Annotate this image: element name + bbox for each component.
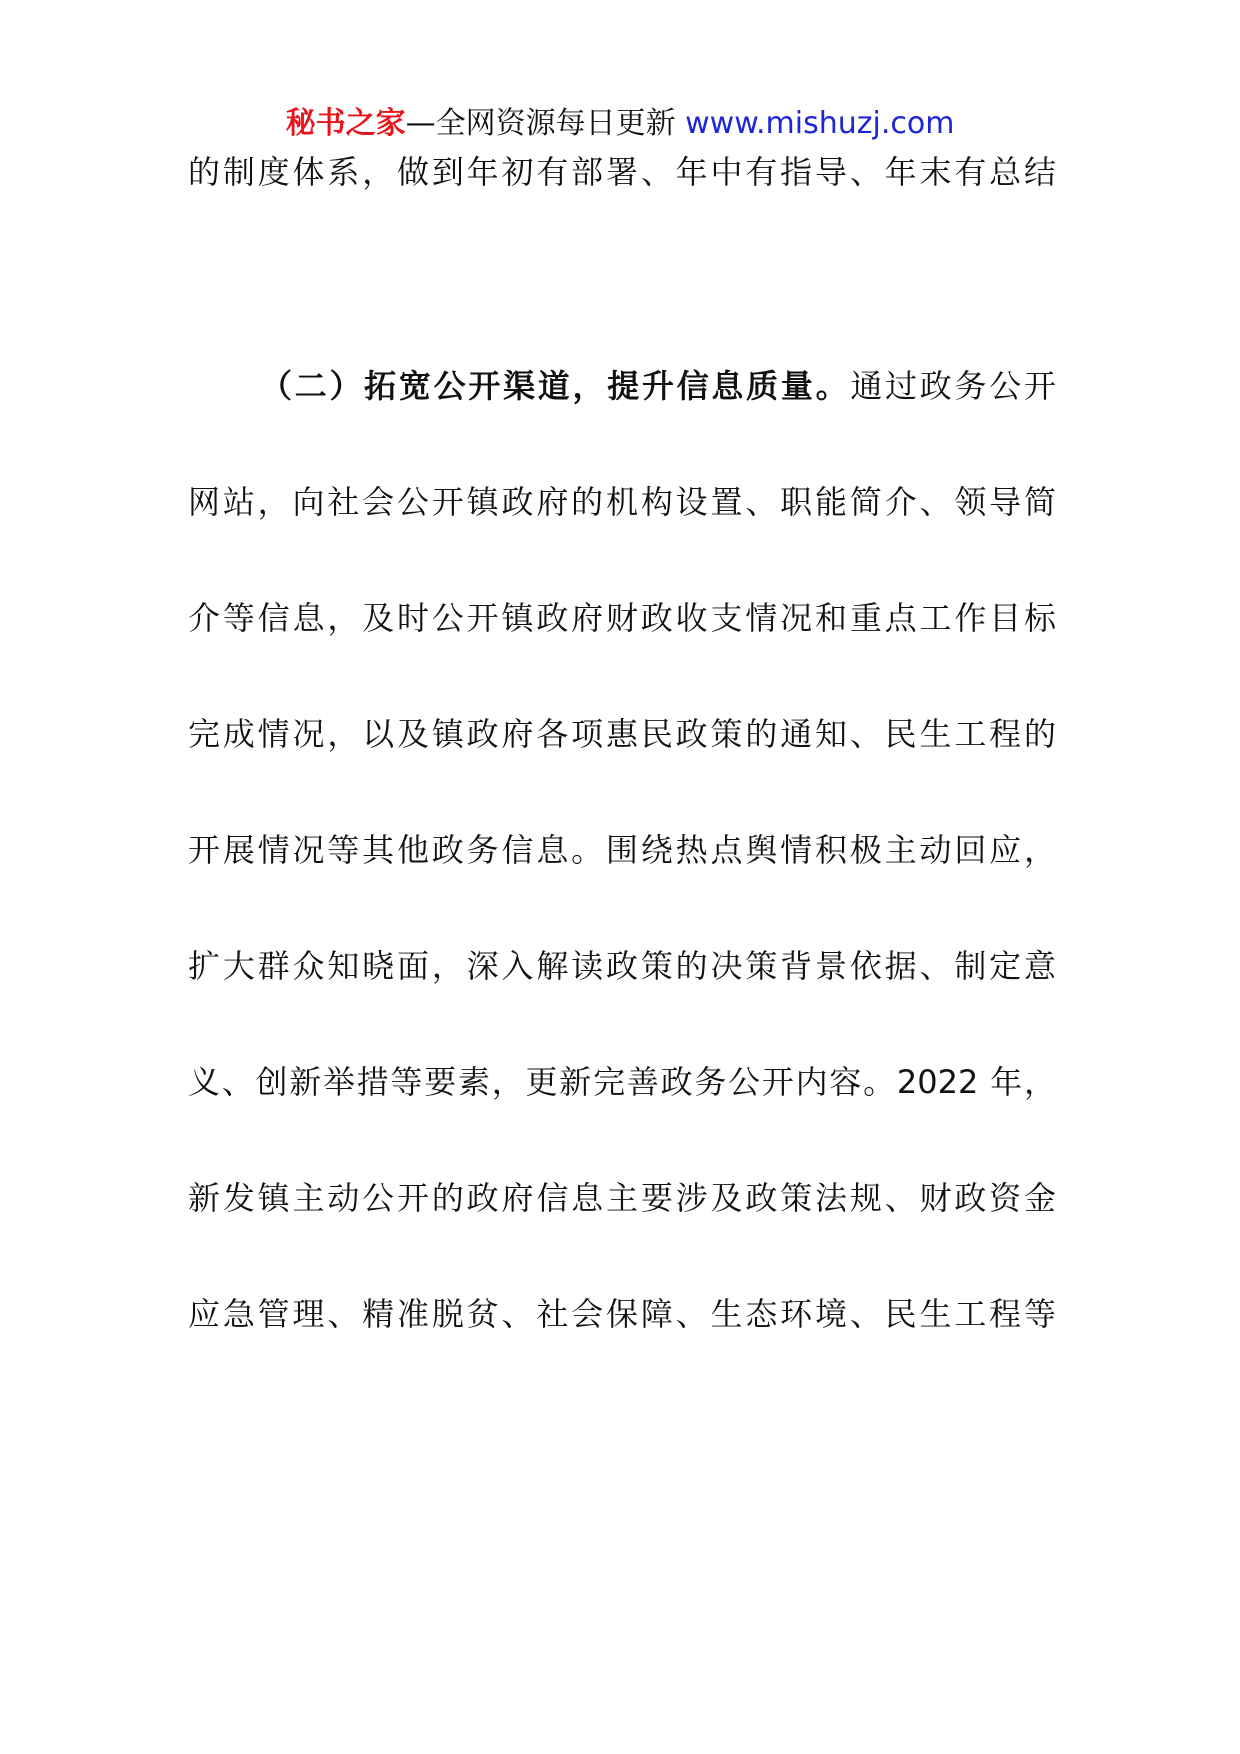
brand-name: 秘书之家	[285, 106, 406, 141]
header-tagline: —全网资源每日更新	[405, 106, 686, 141]
paragraph-line: 义、创新举措等要素，更新完善政务公开内容。2022 年，	[188, 1063, 1056, 1101]
paragraph-line: 网站，向社会公开镇政府的机构设置、职能简介、领导简	[188, 483, 1056, 521]
paragraph-line: 完成情况，以及镇政府各项惠民政策的通知、民生工程的	[188, 715, 1056, 753]
site-url[interactable]: www.mishuzj.com	[685, 106, 955, 141]
paragraph-line: 扩大群众知晓面，深入解读政策的决策背景依据、制定意	[188, 947, 1056, 985]
paragraph-line: 应急管理、精准脱贫、社会保障、生态环境、民生工程等	[188, 1295, 1056, 1333]
paragraph-line: 新发镇主动公开的政府信息主要涉及政策法规、财政资金	[188, 1179, 1056, 1217]
paragraph-line: 介等信息，及时公开镇政府财政收支情况和重点工作目标	[188, 599, 1056, 637]
section-first-line	[260, 364, 1056, 408]
paragraph-line: 的制度体系，做到年初有部署、年中有指导、年末有总结	[188, 153, 1056, 191]
paragraph-line: 开展情况等其他政务信息。围绕热点舆情积极主动回应，	[188, 831, 1056, 869]
section-first-line-text: 通过政务公开	[850, 367, 1056, 405]
section-heading: （二）拓宽公开渠道，提升信息质量。	[260, 367, 851, 405]
site-header	[0, 104, 1240, 144]
